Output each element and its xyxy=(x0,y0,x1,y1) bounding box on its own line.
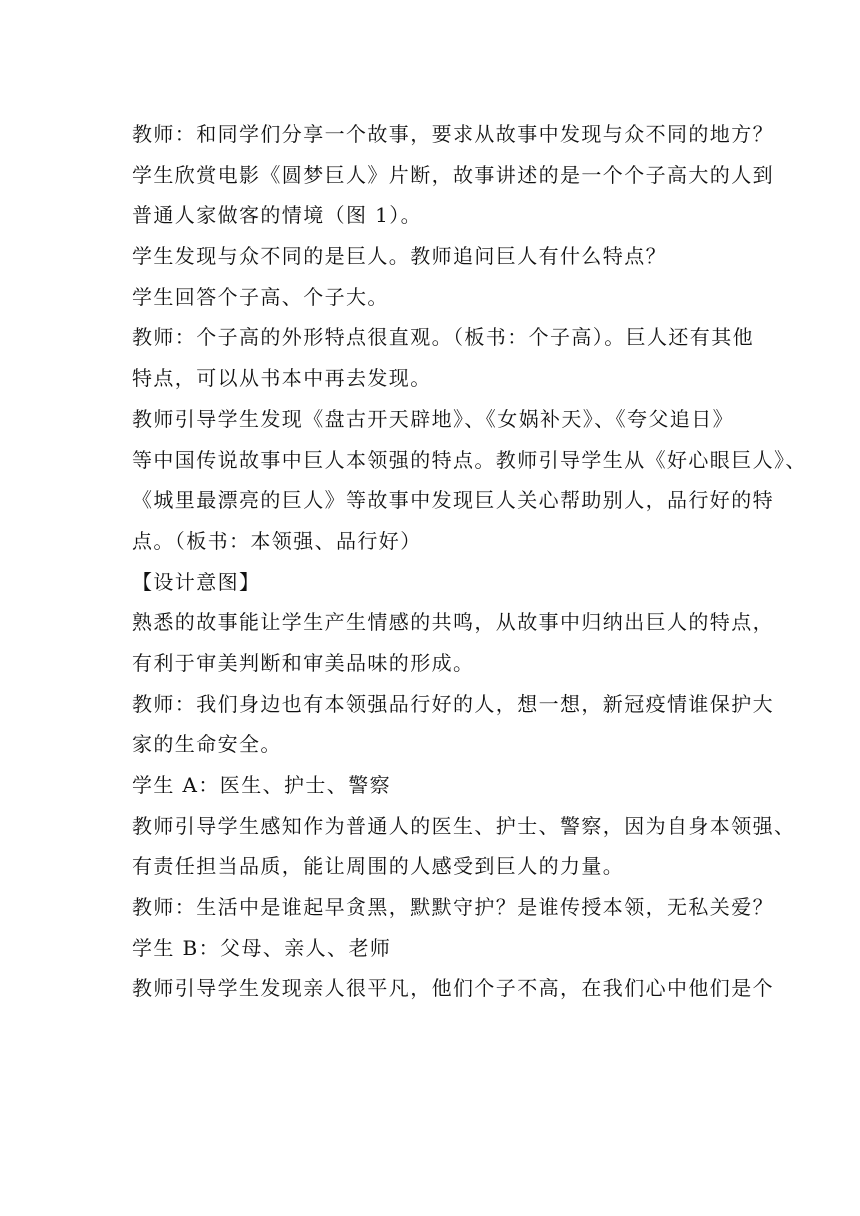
text-line: 学生发现与众不同的是巨人。教师追问巨人有什么特点？ xyxy=(132,244,667,269)
text-line: 教师引导学生感知作为普通人的医生、护士、警察，因为自身本领强、 xyxy=(132,813,796,838)
text-line: 教师引导学生发现亲人很平凡，他们个子不高，在我们心中他们是个 xyxy=(132,976,774,1001)
text-line: 普通人家做客的情境（图 1）。 xyxy=(132,203,423,228)
text-line: 特点，可以从书本中再去发现。 xyxy=(132,366,432,391)
section-heading: 【设计意图】 xyxy=(132,569,261,594)
text-line: 学生回答个子高、个子大。 xyxy=(132,284,389,309)
text-line: 点。（板书：本领强、品行好） xyxy=(132,528,422,553)
text-line: 教师：和同学们分享一个故事，要求从故事中发现与众不同的地方？ xyxy=(132,122,774,146)
text-line: 熟悉的故事能让学生产生情感的共鸣，从故事中归纳出巨人的特点， xyxy=(132,610,774,635)
text-line: 有责任担当品质，能让周围的人感受到巨人的力量。 xyxy=(132,854,625,879)
text-line: 学生 B：父母、亲人、老师 xyxy=(132,935,392,960)
text-line: 等中国传说故事中巨人本领强的特点。教师引导学生从《好心眼巨人》、 xyxy=(132,447,807,472)
text-line: 学生欣赏电影《圆梦巨人》片断，故事讲述的是一个个子高大的人到 xyxy=(132,162,774,187)
text-line: 教师：我们身边也有本领强品行好的人，想一想，新冠疫情谁保护大 xyxy=(132,691,774,716)
text-line: 学生 A：医生、护士、警察 xyxy=(132,773,392,797)
text-line: 家的生命安全。 xyxy=(132,732,282,757)
text-line: 有利于审美判断和审美品味的形成。 xyxy=(132,650,475,675)
text-line: 教师：个子高的外形特点很直观。（板书：个子高）。巨人还有其他 xyxy=(132,325,754,350)
text-line: 教师引导学生发现《盘古开天辟地》、《女娲补天》、《夸父追日》 xyxy=(132,406,734,431)
text-line: 教师：生活中是谁起早贪黑，默默守护？是谁传授本领，无私关爱？ xyxy=(132,895,774,920)
document-body xyxy=(132,114,807,1009)
text-line: 《城里最漂亮的巨人》等故事中发现巨人关心帮助别人，品行好的特 xyxy=(132,488,774,513)
